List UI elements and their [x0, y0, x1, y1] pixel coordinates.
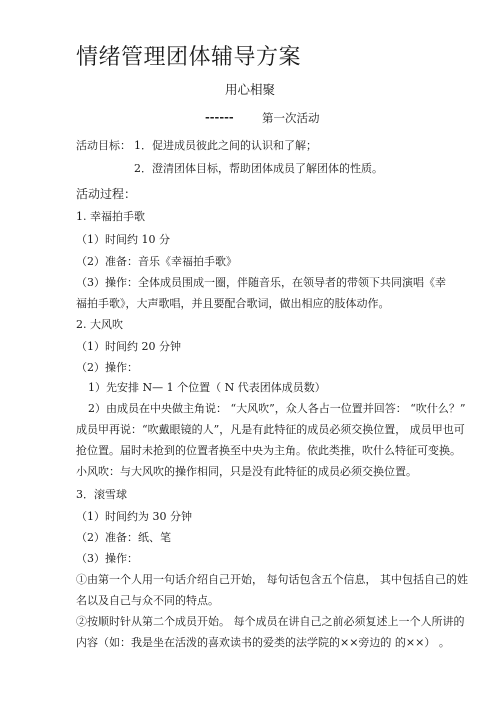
- text-line: （2）准备：音乐《幸福拍手歌》: [76, 255, 237, 268]
- text-line: 小风吹：与大风吹的操作相同，只是没有此特征的成员必须交换位置。: [76, 465, 417, 478]
- text-line: （2）操作：: [76, 361, 138, 374]
- process-label: 活动过程：: [76, 187, 137, 201]
- text-line: （3）操作：: [76, 552, 138, 565]
- text-line: （1）时间约为 30 分钟: [76, 510, 192, 523]
- text-line: 3．滚雪球: [76, 488, 127, 501]
- text-line: 福拍手歌》，大声歌唱，并且要配合歌词，做出相应的肢体动作。: [76, 297, 390, 310]
- goal-item-1: 1．促进成员彼此之间的认识和了解；: [134, 139, 317, 152]
- text-line: 成员甲再说：“吹戴眼镜的人”，凡是有此特征的成员必须交换位置， 成员甲也可: [76, 423, 465, 436]
- session-name: 第一次活动: [262, 111, 320, 125]
- text-line: 1）先安排 N— 1 个位置（ N 代表团体成员数）: [88, 381, 326, 394]
- goals-label: 活动目标：: [76, 139, 131, 152]
- text-line: 内容（如：我是坐在活泼的喜欢读书的爱类的法学院的××旁边的 的××） 。: [76, 636, 450, 649]
- text-line: 名以及自己与众不同的特点。: [76, 594, 219, 607]
- text-line: 2）由成员在中央做主角说： “大风吹”，众人各占一位置并回答： “吹什么？”: [88, 402, 466, 415]
- page-title: 情绪管理团体辅导方案: [76, 45, 302, 70]
- page-subtitle: 用心相聚: [224, 82, 275, 97]
- text-line: 1. 幸福拍手歌: [76, 210, 145, 223]
- text-line: ①由第一个人用一句话介绍自己开始， 每句话包含五个信息， 其中包括自己的姓: [76, 573, 468, 586]
- text-line: （1）时间约 10 分: [76, 233, 170, 246]
- goal-item-2: 2．澄清团体目标，帮助团体成员了解团体的性质。: [134, 162, 383, 175]
- session-dashes: ------: [205, 110, 234, 124]
- text-line: ②按顺时针从第二个成员开始。 每个成员在讲自己之前必须复述上一个人所讲的: [76, 615, 465, 628]
- text-line: （1）时间约 20 分钟: [76, 340, 181, 353]
- text-line: （2）准备：纸、笔: [76, 531, 171, 544]
- text-line: 抢位置。届时未抢到的位置者换至中央为主角。依此类推，吹什么特征可变换。: [76, 444, 461, 457]
- text-line: （3）操作：全体成员围成一圈，伴随音乐，在领导者的带领下共同演唱《幸: [76, 276, 446, 289]
- text-line: 2. 大风吹: [76, 318, 123, 331]
